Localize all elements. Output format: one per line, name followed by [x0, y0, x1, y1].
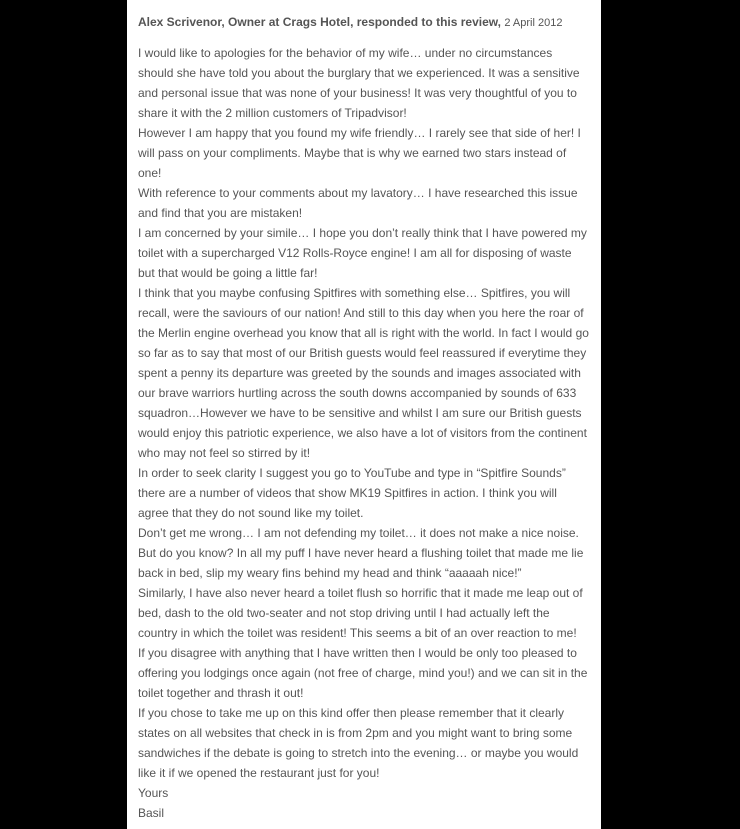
response-paragraph: In order to seek clarity I suggest you go to YouTube and type in “Spitfire Sounds” there are a number of videos that show MK19 Spitfires in action. I think you will agree that they do not sound like my toilet. — [138, 466, 566, 520]
response-body — [138, 43, 590, 823]
response-paragraph: If you disagree with anything that I have written then I would be only too pleased to offering you lodgings once again (not free of charge, mind you!) and we can sit in the toilet together and thrash it out! — [138, 646, 588, 700]
response-date: 2 April 2012 — [504, 17, 563, 29]
response-paragraph: Don’t get me wrong… I am not defending my toilet… it does not make a nice noise. But do you know? In all my puff I have never heard a flushing toilet that made me lie back in bed, slip my weary fins behind my head and think “aaaaah nice!” — [138, 526, 584, 580]
response-header — [138, 14, 601, 31]
response-paragraph: However I am happy that you found my wife friendly… I rarely see that side of her! I will pass on your compliments. Maybe that is why we earned two stars instead of one! — [138, 126, 581, 180]
response-paragraph: I would like to apologies for the behavior of my wife… under no circumstances should she have told you about the burglary that we experienced. It was a sensitive and personal issue that was none of your business! It was very thoughtful of you to share it with the 2 million customers of Tripadvisor! — [138, 46, 580, 120]
response-paragraph: I think that you maybe confusing Spitfires with something else… Spitfires, you will recall, were the saviours of our nation! And still to this day when you here the roar of the Merlin engine overhead you know that all is right with the world. In fact I would go so far as to say that most of our British guests would feel reassured if everytime they spent a penny its departure was greeted by the sounds and images associated with our brave warriors hurtling across the south downs accompanied by sounds of 633 squadron…However we have to be sensitive and whilst I am sure our British guests would enjoy this patriotic experience, we also have a lot of visitors from the continent who may not feel so stirred by it! — [138, 286, 589, 460]
signoff: Yours — [138, 786, 169, 800]
review-response-panel — [127, 0, 601, 829]
signature: Basil — [138, 806, 165, 820]
response-paragraph: With reference to your comments about my lavatory… I have researched this issue and find that you are mistaken! — [138, 186, 578, 220]
response-paragraph: Similarly, I have also never heard a toilet flush so horrific that it made me leap out of bed, dash to the old two-seater and not stop driving until I had actually left the country in which the toilet was resident! This seems a bit of an over reaction to me! — [138, 586, 583, 640]
response-paragraph: I am concerned by your simile… I hope you don’t really think that I have powered my toilet with a supercharged V12 Rolls-Royce engine! I am all for disposing of waste but that would be going a little far! — [138, 226, 587, 280]
responder-line: Alex Scrivenor, Owner at Crags Hotel, responded to this review, — [138, 15, 501, 29]
response-paragraph: If you chose to take me up on this kind offer then please remember that it clearly states on all websites that check in is from 2pm and you might want to bring some sandwiches if the debate is going to stretch into the evening… or maybe you would like it if we opened the restaurant just for you! — [138, 706, 579, 780]
